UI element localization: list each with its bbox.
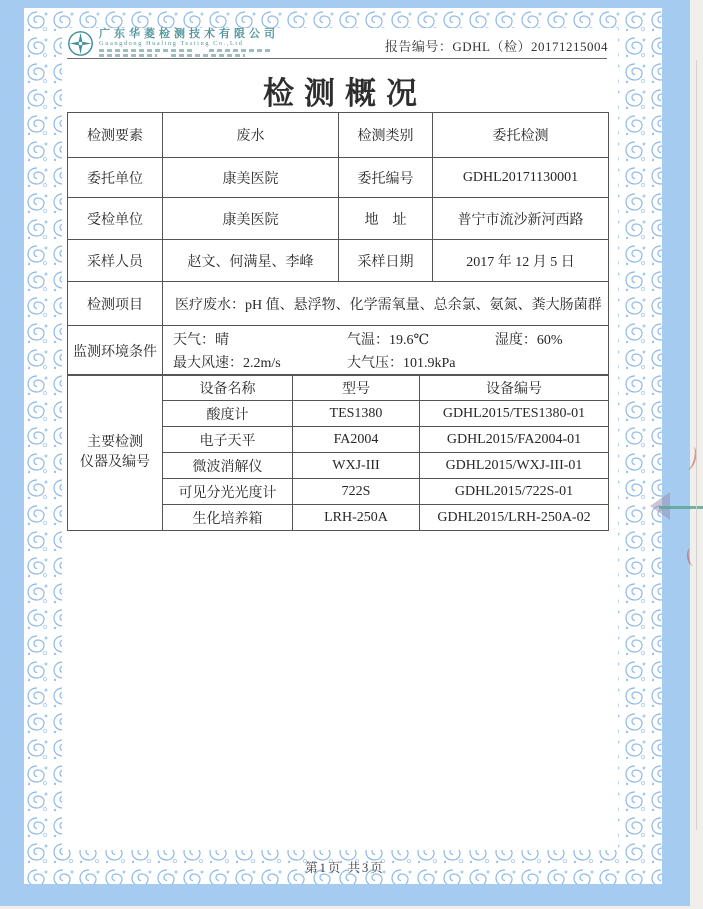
overview-value-cell: 康美医院 [163,198,339,240]
equipment-table [67,374,609,531]
table-row [68,240,609,282]
overview-label-cell: 地 址 [339,198,433,240]
env-wind-speed: 最大风速：2.2m/s [173,356,281,371]
environment-conditions-cell [163,326,609,376]
table-row [68,198,609,240]
equipment-code-cell: GDHL2015/722S-01 [420,479,609,505]
overview-label-cell: 受检单位 [68,198,163,240]
company-address-blur [99,49,279,57]
overview-label-cell: 委托单位 [68,158,163,198]
equipment-header-cell: 设备编号 [420,375,609,401]
equipment-name-cell: 酸度计 [163,401,293,427]
equipment-header-row [68,375,609,401]
env-weather: 天气：晴 [173,333,229,348]
equipment-model-cell: 722S [293,479,420,505]
overview-value-cell: 赵文、何满星、李峰 [163,240,339,282]
report-number-value: GDHL（检）20171215004 [452,39,608,54]
equipment-model-cell: FA2004 [293,427,420,453]
env-humidity: 湿度：60% [494,333,563,348]
overview-label-cell: 监测环境条件 [68,326,163,376]
overview-label-cell: 检测项目 [68,282,163,326]
table-row [68,158,609,198]
report-number [385,36,608,55]
test-items-cell: 医疗废水：pH 值、悬浮物、化学需氧量、总余氯、氨氮、粪大肠菌群 [163,282,609,326]
report-number-label: 报告编号： [384,39,453,54]
overview-value-cell: 普宁市流沙新河西路 [433,198,609,240]
overview-label-cell: 检测要素 [68,113,163,158]
equipment-code-cell: GDHL2015/FA2004-01 [420,427,609,453]
company-logo-block [67,28,279,57]
overview-value-cell: 康美医院 [163,158,339,198]
scan-edge-line [696,60,697,830]
table-row [68,113,609,158]
overview-label-cell: 委托编号 [339,158,433,198]
equipment-name-cell: 生化培养箱 [163,505,293,531]
company-name-cn: 广东华菱检测技术有限公司 [99,28,279,40]
table-row [68,326,609,376]
equipment-name-cell: 微波消解仪 [163,453,293,479]
overview-label-cell: 采样人员 [68,240,163,282]
overview-value-cell: 2017 年 12 月 5 日 [433,240,609,282]
equipment-model-cell: LRH-250A [293,505,420,531]
overview-value-cell: GDHL20171130001 [433,158,609,198]
env-temperature: 气温：19.6℃ [347,333,430,348]
equipment-code-cell: GDHL2015/LRH-250A-02 [420,505,609,531]
overview-table [67,112,609,376]
document-paper [62,28,618,850]
equipment-model-cell: WXJ-III [293,453,420,479]
equipment-name-cell: 可见分光光度计 [163,479,293,505]
equipment-header-cell: 设备名称 [163,375,293,401]
overview-value-cell: 委托检测 [433,113,609,158]
equipment-section-label: 主要检测 仪器及编号 [68,375,163,531]
page-title: 检测概况 [263,76,427,111]
equipment-name-cell: 电子天平 [163,427,293,453]
equipment-code-cell: GDHL2015/WXJ-III-01 [420,453,609,479]
equipment-header-cell: 型号 [293,375,420,401]
overview-value-cell: 废水 [163,113,339,158]
overview-label-cell: 采样日期 [339,240,433,282]
overview-label-cell: 检测类别 [339,113,433,158]
env-pressure: 大气压：101.9kPa [347,356,456,371]
company-name-en: Guangdong Hualing Testing Co.,Ltd [99,40,244,47]
equipment-model-cell: TES1380 [293,401,420,427]
header-divider [67,58,607,59]
equipment-code-cell: GDHL2015/TES1380-01 [420,401,609,427]
page-number: 第1页 共3页 [305,861,385,875]
table-row [68,282,609,326]
company-logo-icon [67,30,94,57]
